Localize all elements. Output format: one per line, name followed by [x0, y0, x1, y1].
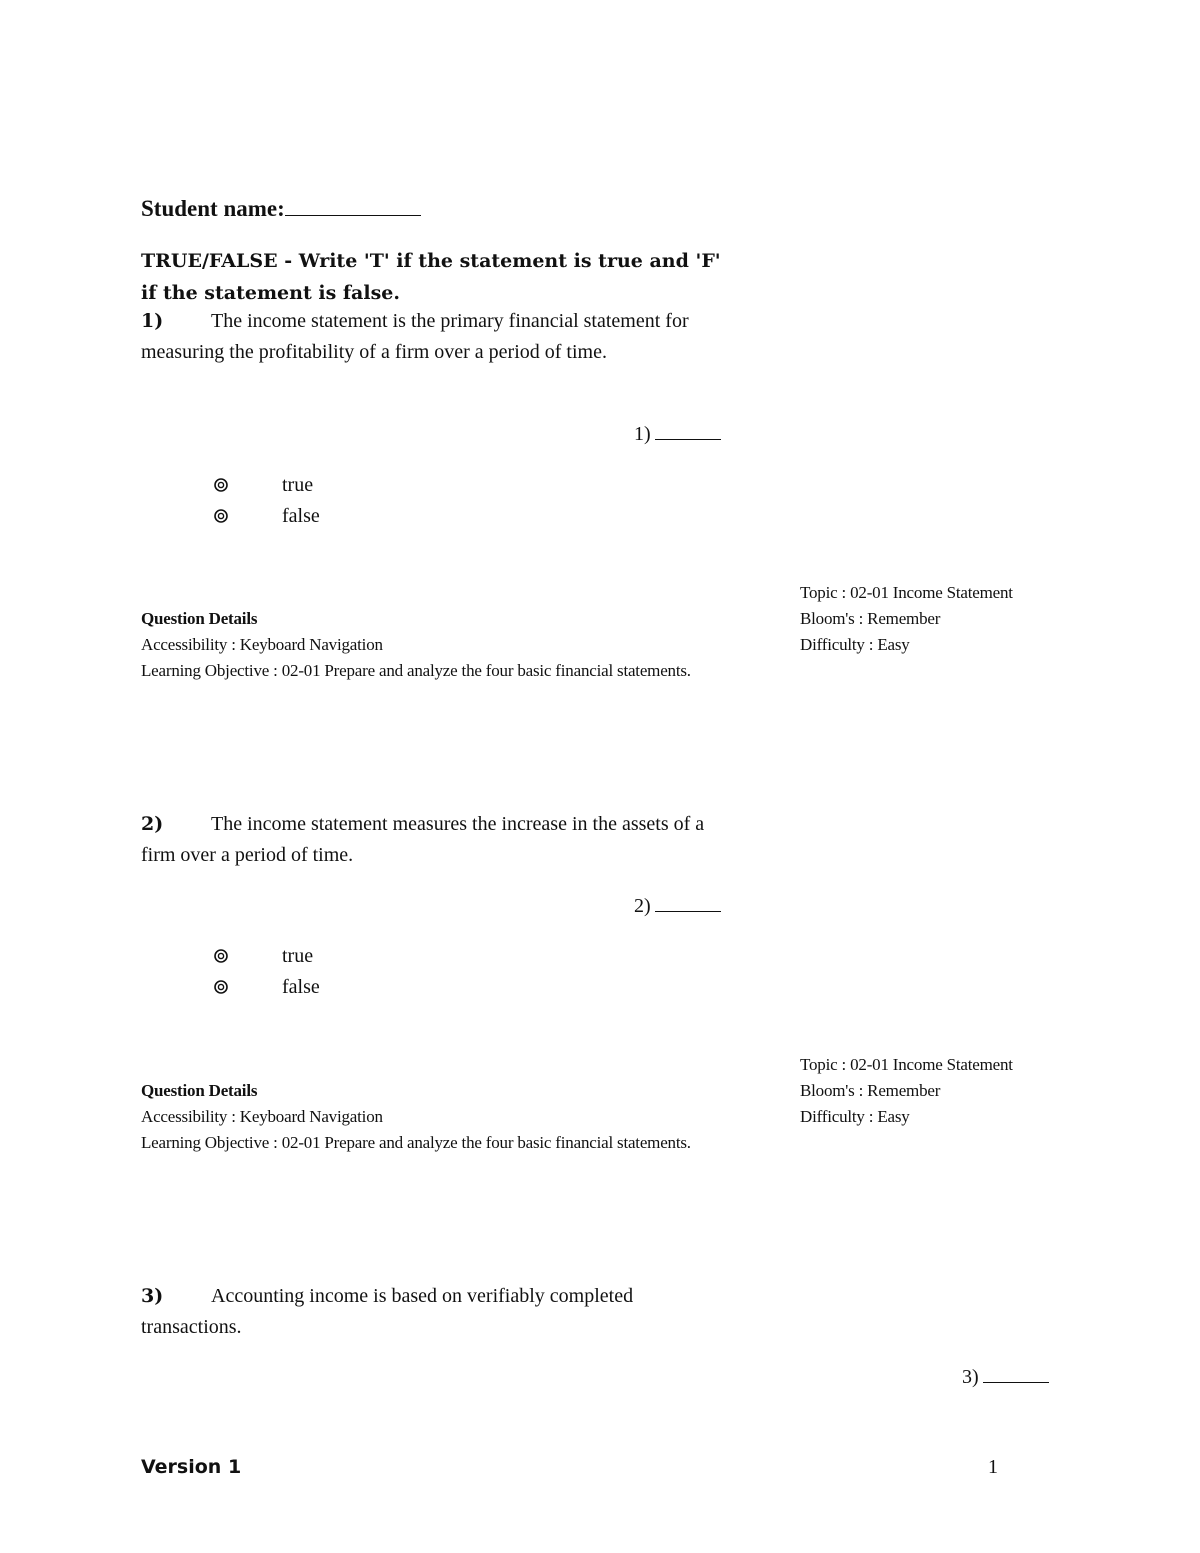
answer-line[interactable] [655, 421, 721, 440]
learning-objective: Learning Objective : 02-01 Prepare and analyze the four basic financial statements. [141, 1133, 691, 1152]
question-1 [141, 306, 721, 368]
answer-line[interactable] [983, 1364, 1049, 1383]
question-text: Accounting income is based on verifiably completed transactions. [141, 1285, 634, 1338]
difficulty: Difficulty : Easy [800, 1107, 910, 1126]
question-meta-1 [800, 580, 1100, 658]
answer-blank-3[interactable] [962, 1364, 1049, 1389]
question-details-1 [141, 606, 721, 684]
answer-blank-2[interactable] [634, 893, 721, 918]
question-meta-2 [800, 1052, 1100, 1130]
question-text: The income statement is the primary financial statement for measuring the profitability of a firm over a period of time. [141, 310, 689, 363]
question-details-2 [141, 1078, 721, 1156]
learning-objective: Learning Objective : 02-01 Prepare and analyze the four basic financial statements. [141, 661, 691, 680]
accessibility: Accessibility : Keyboard Navigation [141, 1107, 383, 1126]
answer-blank-1[interactable] [634, 421, 721, 446]
question-number: 2) [141, 813, 164, 835]
radio-icon[interactable] [214, 509, 228, 523]
question-text: The income statement measures the increase in the assets of a firm over a period of time. [141, 813, 705, 866]
answer-line[interactable] [655, 893, 721, 912]
accessibility: Accessibility : Keyboard Navigation [141, 635, 383, 654]
option-label: false [282, 505, 320, 527]
radio-icon[interactable] [214, 478, 228, 492]
blooms: Bloom's : Remember [800, 609, 941, 628]
radio-icon[interactable] [214, 949, 228, 963]
answer-label: 3) [962, 1366, 979, 1388]
version-label: Version 1 [141, 1456, 242, 1478]
question-number: 1) [141, 310, 164, 332]
question-number: 3) [141, 1285, 164, 1307]
details-heading: Question Details [141, 1081, 258, 1100]
student-name-blank[interactable] [285, 193, 421, 216]
instructions: TRUE/FALSE - Write 'T' if the statement is true and 'F' if the statement is false. [141, 250, 721, 304]
difficulty: Difficulty : Easy [800, 635, 910, 654]
student-name-label: Student name: [141, 196, 285, 221]
option-label: true [282, 945, 314, 967]
answer-label: 2) [634, 895, 651, 917]
topic: Topic : 02-01 Income Statement [800, 583, 1013, 602]
details-heading: Question Details [141, 609, 258, 628]
page-number: 1 [988, 1456, 998, 1478]
question-3 [141, 1281, 721, 1343]
answer-label: 1) [634, 423, 651, 445]
option-label: true [282, 474, 314, 496]
radio-icon[interactable] [214, 980, 228, 994]
student-name-field [141, 193, 421, 222]
option-label: false [282, 976, 320, 998]
topic: Topic : 02-01 Income Statement [800, 1055, 1013, 1074]
question-2 [141, 809, 721, 871]
blooms: Bloom's : Remember [800, 1081, 941, 1100]
